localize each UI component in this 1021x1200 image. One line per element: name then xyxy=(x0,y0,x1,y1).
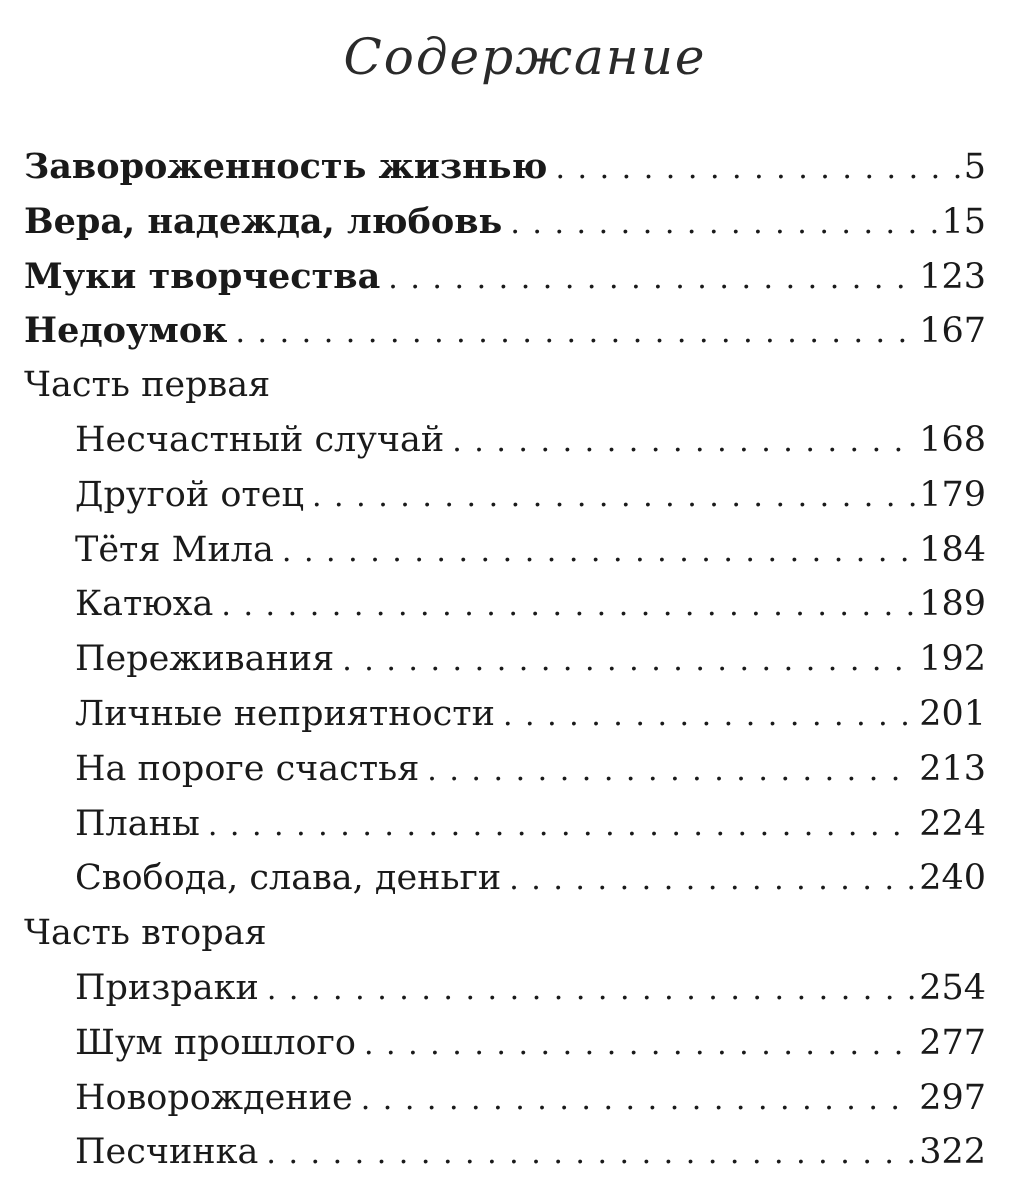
toc-entry-title: Новорождение xyxy=(75,1077,353,1118)
toc-entry-title: Тётя Мила xyxy=(75,529,274,570)
dot-leader xyxy=(555,151,959,186)
toc-entry-title: Свобода, слава, деньги xyxy=(75,858,502,899)
dot-leader xyxy=(342,643,915,678)
dot-leader xyxy=(452,424,915,459)
toc-entry xyxy=(24,1023,986,1078)
toc-page-number: 201 xyxy=(919,693,986,734)
toc-entry-title: Муки творчества xyxy=(24,255,381,297)
toc-entry-title: Вера, надежда, любовь xyxy=(24,200,503,242)
toc-entry xyxy=(24,475,986,530)
toc-entry-title: Недоумок xyxy=(24,310,228,352)
toc-entry-title: Часть вторая xyxy=(24,913,267,954)
dot-leader xyxy=(208,808,915,843)
toc-entry-title: Шум прошлого xyxy=(75,1022,356,1063)
toc-entry-title: Песчинка xyxy=(75,1132,259,1173)
toc-entry xyxy=(24,201,986,256)
toc-page-number: 254 xyxy=(919,967,986,1008)
dot-leader xyxy=(364,1027,915,1062)
toc-page-number: 322 xyxy=(919,1132,986,1173)
toc-entry xyxy=(24,858,986,913)
toc-page-number: 189 xyxy=(919,584,986,625)
toc-entry-title: Другой отец xyxy=(75,474,304,515)
toc-page-number: 213 xyxy=(919,748,986,789)
dot-leader xyxy=(509,862,915,897)
toc-part-heading xyxy=(24,365,986,420)
dot-leader xyxy=(388,261,915,296)
dot-leader xyxy=(427,753,915,788)
dot-leader xyxy=(235,315,915,350)
toc-entry-title: Несчастный случай xyxy=(75,419,445,460)
toc-page-number: 15 xyxy=(941,201,986,242)
toc-entry xyxy=(24,968,986,1023)
toc-page-number: 5 xyxy=(963,147,986,187)
toc-page-number: 184 xyxy=(919,529,986,570)
toc-entry xyxy=(24,639,986,694)
dot-leader xyxy=(267,972,915,1007)
toc-entry xyxy=(24,530,986,585)
toc-entry xyxy=(24,749,986,804)
table-of-contents xyxy=(24,146,986,1187)
toc-entry-title: Переживания xyxy=(75,639,335,680)
dot-leader xyxy=(221,588,915,623)
toc-entry-title: Часть первая xyxy=(24,365,271,406)
toc-page-number: 192 xyxy=(919,639,986,680)
toc-entry xyxy=(24,1078,986,1133)
toc-entry-title: Личные неприятности xyxy=(75,693,495,734)
toc-entry xyxy=(24,146,986,201)
toc-entry xyxy=(24,584,986,639)
dot-leader xyxy=(503,698,915,733)
toc-entry-title: Катюха xyxy=(75,584,214,625)
toc-page-number: 168 xyxy=(919,419,986,460)
toc-page-number: 240 xyxy=(919,858,986,899)
toc-entry xyxy=(24,694,986,749)
toc-entry-title: На пороге счастья xyxy=(75,748,420,789)
dot-leader xyxy=(312,479,915,514)
toc-part-heading xyxy=(24,913,986,968)
dot-leader xyxy=(510,206,937,241)
dot-leader xyxy=(361,1082,916,1117)
toc-page-number: 297 xyxy=(919,1077,986,1118)
toc-page-number: 277 xyxy=(919,1022,986,1063)
toc-entry xyxy=(24,804,986,859)
toc-page-number: 123 xyxy=(919,256,986,297)
toc-entry-title: Призраки xyxy=(75,967,259,1008)
toc-entry xyxy=(24,1132,986,1187)
dot-leader xyxy=(266,1136,915,1171)
toc-entry-title: Завороженность жизнью xyxy=(24,146,548,187)
toc-entry-title: Планы xyxy=(75,803,200,844)
page-title: Содержание xyxy=(343,28,707,86)
toc-page-number: 224 xyxy=(919,803,986,844)
toc-entry xyxy=(24,420,986,475)
toc-entry xyxy=(24,256,986,311)
toc-entry xyxy=(24,310,986,365)
toc-page-number: 179 xyxy=(919,474,986,515)
toc-page-number: 167 xyxy=(919,311,986,352)
dot-leader xyxy=(282,534,915,569)
